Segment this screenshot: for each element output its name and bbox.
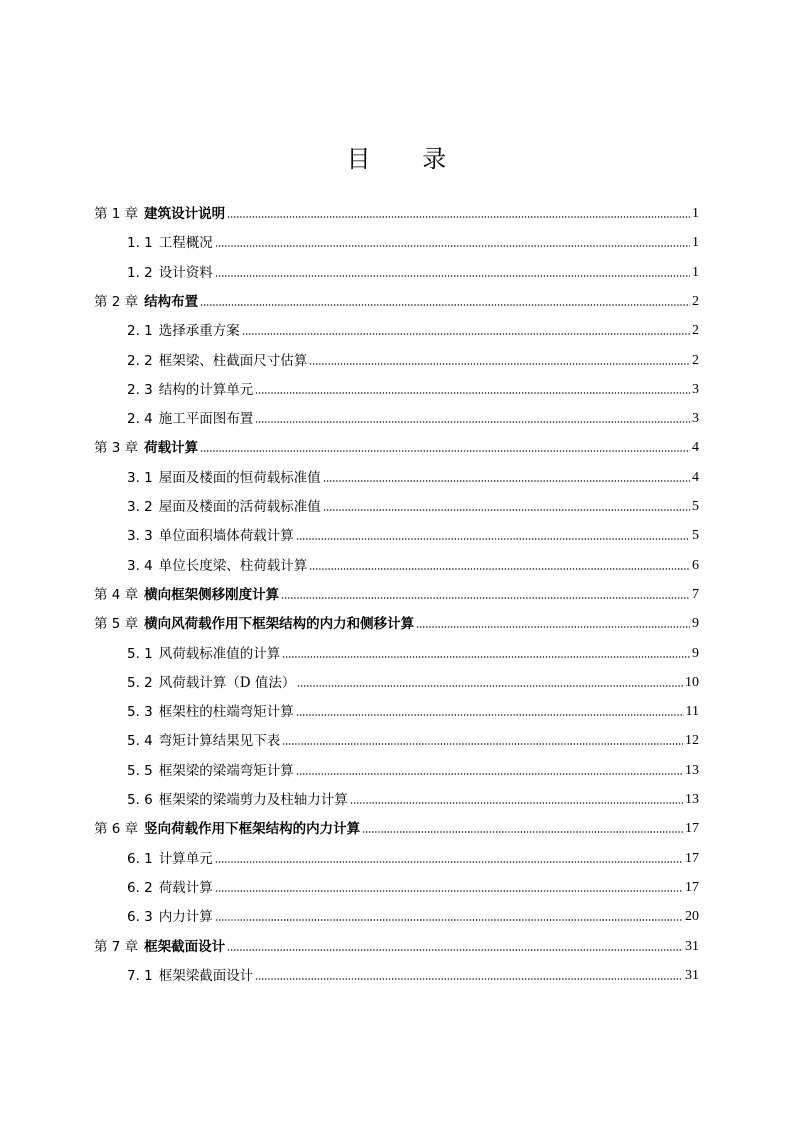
toc-entry-number: 第 2 章 — [94, 293, 139, 310]
dot-leader — [323, 479, 690, 483]
toc-entry-number: 2. 3 — [127, 381, 153, 398]
toc-entry-label — [127, 497, 323, 517]
toc-section-entry[interactable] — [127, 731, 699, 751]
dot-leader — [282, 742, 683, 746]
toc-chapter-entry[interactable] — [94, 819, 699, 839]
toc-chapter-entry[interactable] — [94, 585, 699, 605]
toc-page-number: 1 — [692, 235, 699, 251]
toc-entry-label — [127, 731, 282, 751]
toc-entry-number: 2. 2 — [127, 352, 153, 369]
toc-page-number: 12 — [685, 733, 699, 749]
toc-entry-title: 结构的计算单元 — [158, 381, 254, 398]
dot-leader — [227, 948, 683, 952]
toc-entry-label — [127, 263, 215, 283]
toc-page-number: 4 — [692, 469, 699, 485]
toc-section-entry[interactable] — [127, 644, 699, 664]
toc-entry-label — [127, 878, 215, 898]
toc-entry-number: 3. 3 — [127, 528, 153, 545]
toc-entry-label — [127, 526, 296, 546]
toc-entry-title: 框架梁的梁端弯矩计算 — [158, 762, 294, 779]
dot-leader — [215, 274, 690, 278]
toc-section-entry[interactable] — [127, 790, 699, 810]
dot-leader — [297, 684, 683, 688]
toc-page-number: 2 — [692, 323, 699, 339]
toc-page-number: 2 — [692, 352, 699, 368]
toc-page-number: 5 — [692, 499, 699, 514]
toc-entry-number: 第 6 章 — [94, 821, 139, 838]
toc-entry-number: 3. 4 — [127, 557, 153, 574]
toc-entry-number: 5. 5 — [127, 762, 153, 779]
toc-entry-number: 3. 2 — [127, 499, 153, 515]
toc-entry-label — [127, 907, 215, 927]
toc-page-number: 31 — [685, 938, 699, 954]
toc-entry-number: 3. 1 — [127, 469, 153, 486]
toc-entry-label — [127, 673, 297, 693]
toc-section-entry[interactable] — [127, 966, 699, 986]
toc-entry-title: 计算单元 — [158, 850, 213, 867]
toc-entry-title: 施工平面图布置 — [158, 411, 254, 428]
toc-entry-title: 横向风荷载作用下框架结构的内力和侧移计算 — [144, 616, 415, 633]
toc-entry-label — [94, 438, 200, 458]
toc-entry-label — [94, 819, 362, 839]
toc-chapter-entry[interactable] — [94, 204, 699, 224]
toc-entry-title: 荷载计算 — [144, 440, 199, 457]
toc-section-entry[interactable] — [127, 526, 699, 546]
toc-chapter-entry[interactable] — [94, 292, 699, 312]
toc-entry-number: 第 4 章 — [94, 586, 139, 603]
toc-entry-number: 1. 1 — [127, 235, 153, 252]
dot-leader — [416, 625, 690, 629]
toc-entry-title: 竖向荷载作用下框架结构的内力计算 — [144, 821, 361, 838]
toc-entry-title: 框架梁、柱截面尺寸估算 — [158, 352, 308, 369]
dot-leader — [215, 918, 683, 922]
toc-entry-label — [94, 292, 200, 312]
toc-entry-number: 第 3 章 — [94, 440, 139, 457]
toc-entry-title: 弯矩计算结果见下表 — [158, 733, 281, 750]
toc-entry-label — [94, 937, 227, 957]
toc-page-number: 3 — [692, 411, 699, 427]
toc-entry-number: 2. 1 — [127, 323, 153, 340]
dot-leader — [296, 537, 690, 541]
toc-entry-title: 框架柱的柱端弯矩计算 — [158, 704, 294, 721]
toc-entry-label — [127, 644, 282, 664]
toc-entry-title: 风荷载标准值的计算 — [158, 645, 281, 662]
toc-entry-title: 工程概况 — [158, 235, 213, 252]
toc-page-number: 31 — [685, 967, 699, 983]
toc-entry-title: 荷载计算 — [158, 879, 213, 896]
toc-chapter-entry[interactable] — [94, 614, 699, 634]
toc-section-entry[interactable] — [127, 878, 699, 898]
toc-page-number: 17 — [685, 879, 699, 895]
toc-entry-number: 5. 2 — [127, 674, 153, 691]
toc-entry-label — [127, 409, 255, 429]
toc-page-number: 17 — [685, 850, 699, 866]
dot-leader — [282, 655, 690, 659]
toc-entry-number: 第 5 章 — [94, 616, 139, 633]
toc-entry-number: 5. 4 — [127, 733, 153, 750]
toc-entry-title: 单位长度梁、柱荷载计算 — [158, 557, 308, 574]
toc-entry-title: 屋面及楼面的恒荷载标准值 — [158, 469, 321, 486]
dot-leader — [215, 860, 683, 864]
toc-entry-number: 第 1 章 — [94, 206, 139, 222]
toc-entry-title: 建筑设计说明 — [144, 206, 226, 222]
toc-entry-title: 横向框架侧移刚度计算 — [144, 586, 280, 603]
page-title: 目 录 — [346, 145, 469, 173]
toc-section-entry[interactable] — [127, 409, 699, 429]
toc-page-number: 9 — [692, 645, 699, 661]
toc-entry-title: 风荷载计算（D 值法） — [158, 674, 296, 691]
toc-entry-label — [127, 351, 309, 371]
toc-section-entry[interactable] — [127, 351, 699, 371]
toc-section-entry[interactable] — [127, 556, 699, 576]
toc-entry-number: 2. 4 — [127, 411, 153, 428]
toc-entry-title: 设计资料 — [158, 264, 213, 281]
toc-page-number: 1 — [692, 206, 699, 221]
toc-entry-title: 选择承重方案 — [158, 323, 240, 340]
toc-entry-title: 内力计算 — [158, 909, 213, 926]
toc-entry-title: 框架梁截面设计 — [158, 967, 254, 984]
toc-page-number: 13 — [685, 762, 699, 778]
dot-leader — [309, 567, 690, 571]
toc-section-entry[interactable] — [127, 468, 699, 488]
toc-section-entry[interactable] — [127, 849, 699, 869]
dot-leader — [215, 889, 683, 893]
dot-leader — [200, 449, 690, 453]
toc-section-entry[interactable] — [127, 233, 699, 253]
toc-page-number: 4 — [692, 440, 699, 456]
toc-entry-label — [94, 585, 281, 605]
dot-leader — [255, 391, 690, 395]
toc-entry-label — [127, 966, 255, 986]
toc-entry-number: 第 7 章 — [94, 938, 139, 955]
dot-leader — [242, 332, 690, 336]
toc-section-entry[interactable] — [127, 907, 699, 927]
dot-leader — [323, 508, 690, 512]
toc-section-entry[interactable] — [127, 673, 699, 693]
dot-leader — [309, 362, 690, 366]
dot-leader — [200, 303, 690, 307]
toc-page-number: 2 — [692, 293, 699, 309]
toc-page-number: 1 — [692, 264, 699, 280]
dot-leader — [296, 772, 683, 776]
dot-leader — [296, 713, 684, 717]
dot-leader — [227, 215, 690, 219]
toc-section-entry[interactable] — [127, 321, 699, 341]
toc-page-number: 10 — [685, 674, 699, 690]
toc-page-number: 20 — [685, 909, 699, 925]
toc-entry-number: 7. 1 — [127, 967, 153, 984]
toc-section-entry[interactable] — [127, 761, 699, 781]
toc-entry-number: 1. 2 — [127, 264, 153, 281]
toc-entry-label — [127, 380, 255, 400]
toc-page-number: 9 — [692, 616, 699, 632]
toc-section-entry[interactable] — [127, 380, 699, 400]
toc-chapter-entry[interactable] — [94, 937, 699, 957]
toc-page-number: 11 — [685, 704, 699, 720]
toc-page-number: 17 — [685, 821, 699, 837]
toc-entry-title: 结构布置 — [144, 293, 199, 310]
toc-entry-title: 单位面积墙体荷载计算 — [158, 528, 294, 545]
toc-page-number: 13 — [685, 792, 699, 807]
dot-leader — [281, 596, 690, 600]
toc-chapter-entry[interactable] — [94, 438, 699, 458]
toc-entry-number: 5. 6 — [127, 792, 153, 808]
toc-entry-title: 屋面及楼面的活荷载标准值 — [158, 499, 321, 515]
toc-section-entry[interactable] — [127, 263, 699, 283]
toc-entry-label — [127, 790, 350, 810]
toc-entry-number: 5. 3 — [127, 704, 153, 721]
toc-entry-label — [94, 204, 227, 224]
dot-leader — [215, 244, 690, 248]
toc-entry-label — [127, 233, 215, 253]
toc-entry-number: 6. 2 — [127, 879, 153, 896]
toc-page-number: 6 — [692, 557, 699, 573]
dot-leader — [350, 801, 683, 805]
toc-entry-label — [127, 761, 296, 781]
toc-entry-title: 框架截面设计 — [144, 938, 226, 955]
toc-entry-label — [127, 702, 296, 722]
toc-entry-number: 5. 1 — [127, 645, 153, 662]
toc-entry-label — [127, 849, 215, 869]
toc-page-number: 7 — [692, 586, 699, 602]
toc-entry-label — [127, 556, 309, 576]
toc-entry-label — [127, 321, 242, 341]
dot-leader — [255, 420, 690, 424]
toc-entry-number: 6. 3 — [127, 909, 153, 926]
toc-page-number: 3 — [692, 381, 699, 397]
toc-entry-number: 6. 1 — [127, 850, 153, 867]
dot-leader — [362, 830, 683, 834]
toc-page-number: 5 — [692, 528, 699, 544]
dot-leader — [255, 977, 683, 981]
toc-section-entry[interactable] — [127, 702, 699, 722]
toc-entry-label — [94, 614, 416, 634]
toc-entry-label — [127, 468, 323, 488]
toc-section-entry[interactable] — [127, 497, 699, 517]
toc-entry-title: 框架梁的梁端剪力及柱轴力计算 — [158, 792, 348, 808]
